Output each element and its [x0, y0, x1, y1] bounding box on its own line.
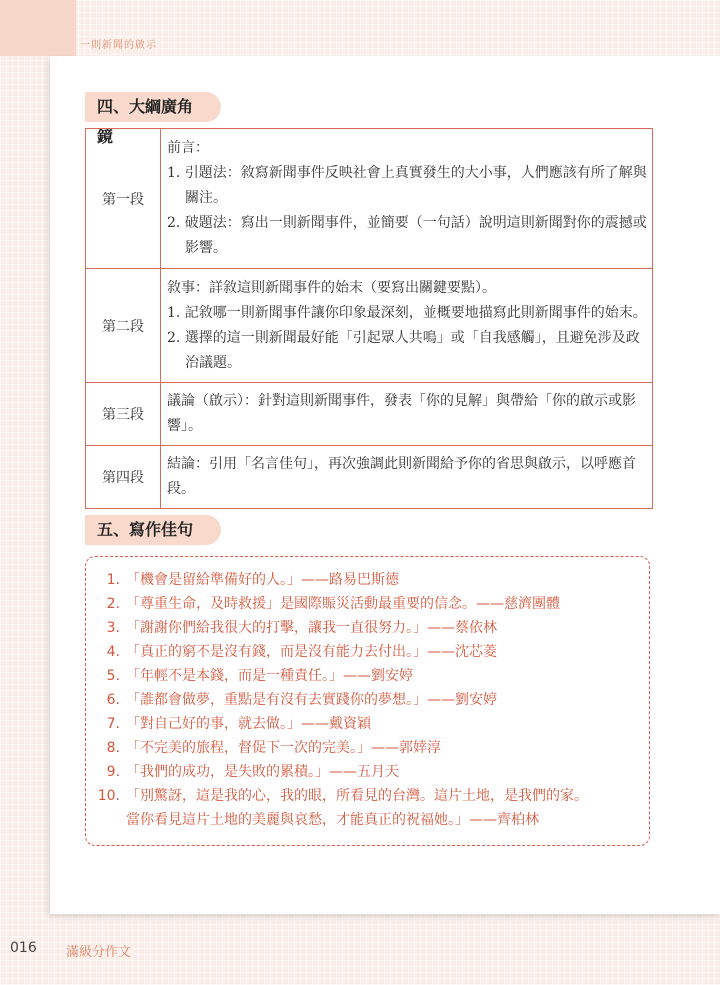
- list-item: [86, 665, 413, 685]
- list-item: [86, 689, 497, 709]
- list-item: [86, 617, 497, 637]
- quote-text: 「年輕不是本錢，而是一種責任。」——劉安婷: [126, 668, 413, 684]
- item-number: 10.: [97, 788, 120, 804]
- quote-text: 「不完美的旅程，督促下一次的完美。」——郭婞淳: [126, 740, 441, 756]
- content-line: 1. 引題法：敘寫新聞事件反映社會上真實發生的大小事，人們應該有所了解與: [167, 165, 647, 181]
- item-number: 2.: [106, 596, 120, 612]
- content-line: 治議題。: [185, 354, 241, 371]
- list-item: [86, 593, 560, 613]
- segment-label: 第一段: [86, 129, 161, 269]
- quote-text: 「尊重生命，及時救援」是國際賑災活動最重要的信念。——慈濟團體: [126, 596, 560, 612]
- section-heading-outline: 四、大綱廣角鏡: [85, 92, 221, 122]
- outline-table: [85, 128, 653, 509]
- segment-content: [161, 129, 653, 269]
- list-item: [86, 737, 441, 757]
- content-line: 影響。: [185, 240, 227, 256]
- content-line: 2. 破題法：寫出一則新聞事件，並簡要（一句話）說明這則新聞對你的震撼或: [167, 215, 647, 231]
- segment-content: [161, 383, 653, 446]
- item-number: 6.: [106, 692, 120, 708]
- list-item: [86, 761, 399, 781]
- list-item: [86, 641, 497, 661]
- content-line: 1. 記敘哪一則新聞事件讓你印象最深刻，並概要地描寫此則新聞事件的始末。: [167, 304, 647, 321]
- content-line: 敘事：詳敘這則新聞事件的始末（要寫出關鍵要點）。: [167, 279, 496, 296]
- segment-content: [161, 446, 653, 509]
- content-line: 結論：引用「名言佳句」，再次強調此則新聞給予你的省思與啟示，以呼應首段。: [167, 456, 636, 497]
- item-number: 3.: [106, 620, 120, 636]
- content-line: 前言：: [167, 140, 209, 156]
- quote-text: 「別驚訝，這是我的心，我的眼，所看見的台灣。這片土地，是我們的家。: [126, 788, 588, 804]
- item-number: 1.: [106, 572, 120, 588]
- content-line: 2. 選擇的這一則新聞最好能「引起眾人共鳴」或「自我感觸」，且避免涉及政: [167, 329, 640, 346]
- page-number: 016: [10, 940, 37, 956]
- segment-label: 第四段: [86, 446, 161, 509]
- content-line: 議論（啟示）：針對這則新聞事件，發表「你的見解」與帶給「你的啟示或影響」。: [167, 393, 636, 434]
- segment-label: 第二段: [86, 269, 161, 383]
- list-item: [86, 785, 588, 805]
- book-title: 滿級分作文: [66, 945, 132, 960]
- quote-text: 「謝謝你們給我很大的打擊，讓我一直很努力。」——蔡依林: [126, 620, 497, 636]
- item-number: 5.: [106, 668, 120, 684]
- item-number: 4.: [106, 644, 120, 660]
- table-row: [86, 269, 653, 383]
- table-row: [86, 446, 653, 509]
- list-item: [86, 713, 371, 733]
- segment-label: 第三段: [86, 383, 161, 446]
- content-line: 關注。: [185, 190, 227, 206]
- table-row: [86, 383, 653, 446]
- page-corner-decoration: [0, 0, 76, 56]
- quote-text-continuation: 當你看見這片土地的美麗與哀愁，才能真正的祝福她。」——齊柏林: [126, 812, 539, 828]
- item-number: 9.: [106, 764, 120, 780]
- quote-text: 「我們的成功，是失敗的累積。」——五月天: [126, 764, 399, 780]
- quotes-box: [85, 556, 650, 846]
- running-header: 一則新聞的啟示: [80, 40, 157, 51]
- quote-text: 「真正的窮不是沒有錢，而是沒有能力去付出。」——沈芯菱: [126, 644, 497, 660]
- quote-text: 「機會是留給準備好的人。」——路易巴斯德: [126, 572, 399, 588]
- quote-text: 「對自己好的事，就去做。」——戴資穎: [126, 716, 371, 732]
- segment-content: [161, 269, 653, 383]
- table-row: [86, 129, 653, 269]
- section-heading-quotes: 五、寫作佳句: [85, 515, 221, 545]
- quote-text: 「誰都會做夢，重點是有沒有去實踐你的夢想。」——劉安婷: [126, 692, 497, 708]
- list-item: [86, 569, 399, 589]
- item-number: 7.: [106, 716, 120, 732]
- item-number: 8.: [106, 740, 120, 756]
